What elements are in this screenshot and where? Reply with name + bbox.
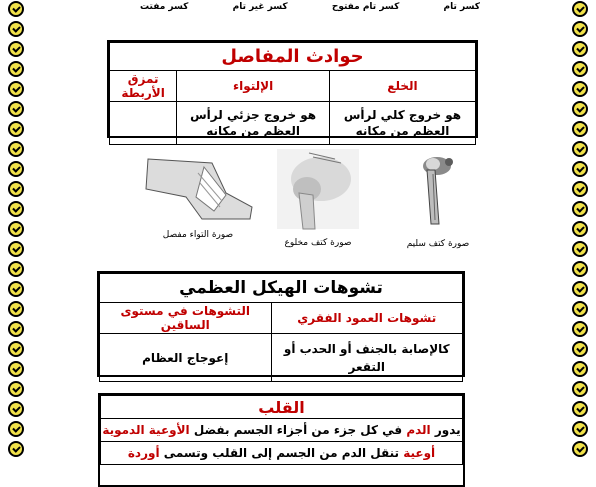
ornament-circle <box>572 41 588 57</box>
ornament-circle <box>572 101 588 117</box>
healthy-shoulder-image <box>413 150 463 234</box>
right-ornament-border <box>565 0 595 470</box>
cell-spine-deformities: كالإصابة بالجنف أو الحدب أو التقعر <box>271 334 463 382</box>
ornament-circle <box>572 121 588 137</box>
ornament-circle <box>8 341 24 357</box>
joint-sprain-figure <box>138 153 258 240</box>
ornament-circle <box>572 1 588 17</box>
heart-line-2-highlight: أوردة <box>127 446 160 460</box>
ornament-circle <box>8 241 24 257</box>
ornament-circle <box>8 381 24 397</box>
header-leg-deformities: التشوهات في مستوى الساقين <box>100 303 272 334</box>
ornament-circle <box>572 321 588 337</box>
ornament-circle <box>8 201 24 217</box>
ornament-circle <box>8 281 24 297</box>
cell-dislocation: هو خروج كلي لرأس العظم من مكانه <box>329 102 475 145</box>
ornament-circle <box>572 281 588 297</box>
ornament-circle <box>572 341 588 357</box>
skeletal-deformities-title: تشوهات الهيكل العظمي <box>100 274 463 303</box>
ornament-circle <box>8 141 24 157</box>
ornament-circle <box>572 181 588 197</box>
fracture-type: كسر غير تام <box>232 2 288 12</box>
joint-sprain-image <box>142 153 254 225</box>
dislocated-shoulder-figure <box>268 145 368 248</box>
heart-title: القلب <box>101 396 463 419</box>
ornament-circle <box>8 321 24 337</box>
ornament-circle <box>8 441 24 457</box>
fracture-type: كسر مفتت <box>140 2 189 12</box>
heart-line-1-highlight: الدم <box>406 423 431 437</box>
heart-line-1 <box>101 419 463 442</box>
cell-leg-deformities: إعوجاج العظام <box>100 334 272 382</box>
cell-sprain: هو خروج جزئي لرأس العظم من مكانه <box>177 102 330 145</box>
ornament-circle <box>8 81 24 97</box>
ornament-circle <box>8 221 24 237</box>
ornament-circle <box>572 161 588 177</box>
ornament-circle <box>8 21 24 37</box>
heart-line-2 <box>101 442 463 465</box>
left-ornament-border <box>1 0 31 470</box>
cell-ligament-tear <box>110 102 177 145</box>
heart-table <box>98 393 465 487</box>
dislocated-shoulder-image <box>273 145 363 233</box>
fracture-types-row <box>140 2 480 16</box>
joint-accidents-title: حوادث المفاصل <box>110 43 476 71</box>
skeletal-deformities-table <box>97 271 465 377</box>
ornament-circle <box>572 361 588 377</box>
ornament-circle <box>8 401 24 417</box>
ornament-circle <box>8 121 24 137</box>
ornament-circle <box>572 61 588 77</box>
ornament-circle <box>572 241 588 257</box>
heart-line-1-text: يدور <box>434 423 461 437</box>
ornament-circle <box>572 421 588 437</box>
heart-line-1-text: في كل جزء من أجزاء الجسم بفضل <box>193 423 403 437</box>
ornament-circle <box>572 301 588 317</box>
ornament-circle <box>8 41 24 57</box>
header-spine-deformities: تشوهات العمود الفقري <box>271 303 463 334</box>
joint-sprain-caption: صورة التواء مفصل <box>162 230 234 240</box>
ornament-circle <box>572 81 588 97</box>
ornament-circle <box>572 261 588 277</box>
heart-line-2-highlight: أوعية <box>403 446 436 460</box>
ornament-circle <box>8 261 24 277</box>
heart-line-1-highlight: الأوعية الدموية <box>102 423 190 437</box>
joint-accidents-table <box>107 40 478 138</box>
ornament-circle <box>572 441 588 457</box>
ornament-circle <box>572 141 588 157</box>
ornament-circle <box>572 21 588 37</box>
ornament-circle <box>572 401 588 417</box>
ornament-circle <box>572 381 588 397</box>
ornament-circle <box>8 101 24 117</box>
header-ligament-tear: تمزق الأربطة <box>110 71 177 102</box>
ornament-circle <box>572 201 588 217</box>
ornament-circle <box>8 181 24 197</box>
fracture-type: كسر تام مفتوح <box>331 2 400 12</box>
ornament-circle <box>8 361 24 377</box>
header-sprain: الإلتواء <box>177 71 330 102</box>
ornament-circle <box>572 221 588 237</box>
dislocated-shoulder-caption: صورة كتف مخلوع <box>284 238 352 248</box>
ornament-circle <box>8 421 24 437</box>
header-dislocation: الخلع <box>329 71 475 102</box>
ornament-circle <box>8 61 24 77</box>
ornament-circle <box>8 161 24 177</box>
ornament-circle <box>8 301 24 317</box>
healthy-shoulder-caption: صورة كتف سليم <box>406 239 470 249</box>
healthy-shoulder-figure <box>398 150 478 249</box>
fracture-type: كسر تام <box>443 2 480 12</box>
ornament-circle <box>8 1 24 17</box>
heart-line-2-text: تنقل الدم من الجسم إلى القلب وتسمى <box>163 446 400 460</box>
